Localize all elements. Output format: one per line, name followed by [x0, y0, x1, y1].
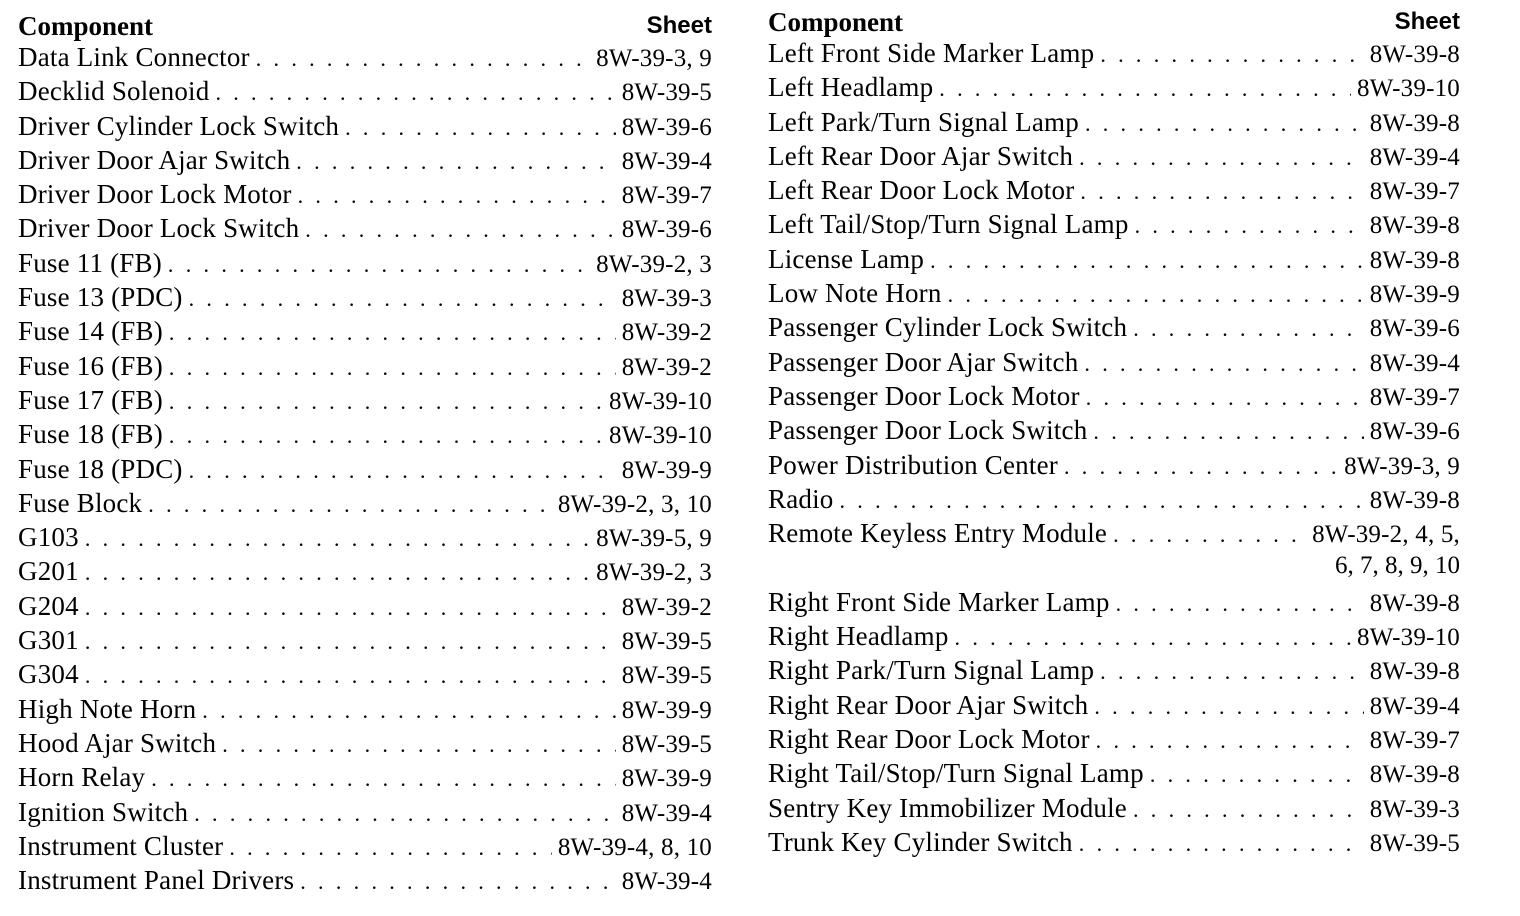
component-name: Right Rear Door Lock Motor	[768, 723, 1090, 754]
sheet-reference: 8W-39-8	[1369, 212, 1460, 240]
component-name: Left Rear Door Lock Motor	[768, 175, 1075, 206]
component-name: Passenger Cylinder Lock Switch	[768, 312, 1128, 343]
right-column	[768, 4, 1460, 861]
component-name: Driver Door Lock Motor	[18, 179, 292, 210]
component-name: Fuse 16 (FB)	[18, 350, 163, 381]
dot-leader	[168, 252, 590, 278]
component-name: Right Headlamp	[768, 621, 949, 652]
sheet-reference: 8W-39-7	[1369, 383, 1460, 411]
component-name: Passenger Door Lock Motor	[768, 380, 1080, 411]
index-row	[768, 312, 1460, 346]
sheet-reference: 8W-39-6	[1369, 315, 1460, 343]
dot-leader	[85, 629, 616, 655]
index-row	[768, 484, 1460, 518]
index-row	[768, 758, 1460, 792]
sheet-reference: 8W-39-10	[1357, 75, 1460, 103]
dot-leader	[1133, 316, 1364, 342]
component-name: Driver Cylinder Lock Switch	[18, 110, 340, 141]
dot-leader	[202, 698, 615, 724]
dot-leader	[229, 835, 552, 861]
sheet-reference: 8W-39-8	[1369, 109, 1460, 137]
index-row	[768, 107, 1460, 141]
index-row	[18, 694, 712, 728]
dot-leader	[1079, 145, 1364, 171]
sheet-reference: 8W-39-9	[621, 456, 712, 484]
dot-leader	[222, 732, 616, 758]
index-row	[18, 213, 712, 247]
component-name: Right Park/Turn Signal Lamp	[768, 655, 1095, 686]
index-row	[768, 209, 1460, 243]
sheet-reference: 8W-39-6	[1369, 418, 1460, 446]
component-name: Fuse 18 (FB)	[18, 419, 163, 450]
sheet-reference: 8W-39-7	[1369, 726, 1460, 754]
dot-leader	[1084, 351, 1363, 377]
sheet-reference: 8W-39-4	[621, 147, 712, 175]
index-row	[18, 522, 712, 556]
sheet-reference: 8W-39-9	[621, 696, 712, 724]
component-name: Horn Relay	[18, 762, 146, 793]
dot-leader	[85, 526, 590, 552]
dot-leader	[1080, 179, 1363, 205]
dot-leader	[256, 46, 590, 72]
column-header	[768, 4, 1460, 38]
index-row	[18, 42, 712, 76]
dot-leader	[1079, 831, 1364, 857]
component-name: Low Note Horn	[768, 278, 942, 309]
sheet-reference: 8W-39-2, 3	[596, 250, 712, 278]
sheet-reference: 8W-39-2	[621, 593, 712, 621]
sheet-reference: 8W-39-4	[1369, 692, 1460, 720]
sheet-reference: 8W-39-4	[621, 799, 712, 827]
component-name: Fuse 13 (PDC)	[18, 282, 183, 313]
component-name: Data Link Connector	[18, 42, 250, 72]
index-row	[18, 76, 712, 110]
index-row	[18, 385, 712, 419]
sheet-reference: 8W-39-3	[1369, 795, 1460, 823]
index-row	[768, 381, 1460, 415]
sheet-reference: 8W-39-3, 9	[1344, 452, 1460, 480]
index-row	[768, 724, 1460, 758]
dot-leader	[840, 488, 1364, 514]
right-rows	[768, 38, 1460, 861]
dot-leader	[345, 115, 616, 141]
sheet-reference: 8W-39-3, 9	[596, 45, 712, 72]
sheet-reference: 8W-39-8	[1369, 41, 1460, 68]
dot-leader	[1085, 111, 1364, 137]
index-row	[768, 690, 1460, 724]
component-name: High Note Horn	[18, 693, 197, 724]
dot-leader	[305, 217, 615, 243]
component-name: Decklid Solenoid	[18, 76, 210, 107]
index-row	[18, 111, 712, 145]
component-name: Right Tail/Stop/Turn Signal Lamp	[768, 758, 1144, 789]
dot-leader	[169, 423, 603, 449]
sheet-reference: 8W-39-4, 8, 10	[557, 833, 712, 861]
index-row	[18, 728, 712, 762]
component-name: Fuse Block	[18, 487, 143, 518]
sheet-reference: 8W-39-10	[609, 387, 712, 415]
component-header: Component	[18, 11, 154, 41]
index-row	[18, 454, 712, 488]
index-row	[18, 762, 712, 796]
dot-leader	[1100, 42, 1363, 68]
index-row	[768, 793, 1460, 827]
sheet-reference-continued: 6, 7, 8, 9, 10	[1335, 552, 1460, 580]
index-row	[768, 827, 1460, 861]
component-name: Sentry Key Immobilizer Module	[768, 792, 1127, 823]
component-name: Driver Door Ajar Switch	[18, 144, 291, 175]
sheet-header: Sheet	[646, 12, 712, 39]
dot-leader	[194, 801, 615, 827]
component-name: Remote Keyless Entry Module	[768, 518, 1108, 549]
sheet-reference: 8W-39-2, 4, 5,	[1312, 521, 1460, 549]
sheet-reference: 8W-39-7	[1369, 178, 1460, 206]
component-name: Driver Door Lock Switch	[18, 213, 300, 244]
sheet-reference: 8W-39-4	[1369, 143, 1460, 171]
component-name: Fuse 14 (FB)	[18, 316, 163, 347]
dot-leader	[1064, 454, 1338, 480]
component-name: Left Headlamp	[768, 72, 934, 103]
dot-leader	[1093, 419, 1363, 445]
column-header	[18, 8, 712, 42]
component-name: Fuse 17 (FB)	[18, 384, 163, 415]
dot-leader	[85, 595, 616, 621]
dot-leader	[151, 766, 616, 792]
index-row	[768, 38, 1460, 72]
component-name: G201	[18, 556, 79, 587]
component-name: License Lamp	[768, 243, 925, 274]
index-row	[18, 659, 712, 693]
index-row	[18, 316, 712, 350]
component-name: Hood Ajar Switch	[18, 727, 217, 758]
sheet-reference: 8W-39-8	[1369, 761, 1460, 789]
dot-leader	[955, 625, 1352, 651]
dot-leader	[215, 80, 615, 106]
component-name: Fuse 11 (FB)	[18, 247, 162, 278]
index-row	[768, 518, 1460, 552]
sheet-reference: 8W-39-6	[621, 113, 712, 141]
component-name: Passenger Door Lock Switch	[768, 415, 1088, 446]
component-name: Passenger Door Ajar Switch	[768, 346, 1079, 377]
component-name: Instrument Panel Drivers	[18, 865, 295, 896]
component-header: Component	[768, 7, 904, 37]
sheet-reference: 8W-39-6	[621, 216, 712, 244]
dot-leader	[169, 389, 603, 415]
dot-leader	[296, 149, 615, 175]
dot-leader	[85, 663, 616, 689]
index-row	[768, 72, 1460, 106]
component-name: G304	[18, 659, 79, 690]
component-name: Fuse 18 (PDC)	[18, 453, 183, 484]
index-row	[768, 587, 1460, 621]
component-name: Left Tail/Stop/Turn Signal Lamp	[768, 209, 1129, 240]
sheet-reference: 8W-39-2	[621, 319, 712, 347]
index-row	[18, 145, 712, 179]
component-name: G103	[18, 522, 79, 553]
index-row	[768, 278, 1460, 312]
dot-leader	[1086, 385, 1364, 411]
sheet-reference: 8W-39-4	[1369, 349, 1460, 377]
sheet-reference: 8W-39-9	[621, 765, 712, 793]
sheet-reference: 8W-39-2, 3	[596, 559, 712, 587]
sheet-reference: 8W-39-2, 3, 10	[557, 490, 712, 518]
dot-leader	[1113, 522, 1306, 548]
index-row	[18, 419, 712, 453]
component-name: G204	[18, 590, 79, 621]
sheet-reference: 8W-39-5	[1369, 829, 1460, 857]
dot-leader	[1135, 213, 1364, 239]
dot-leader	[85, 560, 590, 586]
index-row	[768, 621, 1460, 655]
index-row	[768, 450, 1460, 484]
dot-leader	[189, 286, 616, 312]
sheet-reference: 8W-39-10	[609, 422, 712, 450]
dot-leader	[930, 248, 1364, 274]
index-row	[18, 865, 712, 899]
dot-leader	[1100, 659, 1364, 685]
dot-leader	[169, 355, 616, 381]
dot-leader	[1094, 694, 1363, 720]
component-name: Trunk Key Cylinder Switch	[768, 826, 1073, 857]
sheet-reference: 8W-39-8	[1369, 486, 1460, 514]
left-rows	[18, 42, 712, 899]
sheet-reference: 8W-39-5, 9	[596, 525, 712, 553]
component-name: Instrument Cluster	[18, 830, 224, 861]
dot-leader	[148, 492, 552, 518]
index-row	[18, 282, 712, 316]
left-column	[18, 8, 712, 899]
dot-leader	[1096, 728, 1364, 754]
index-row	[768, 244, 1460, 278]
sheet-reference: 8W-39-5	[621, 730, 712, 758]
index-row	[18, 488, 712, 522]
dot-leader	[189, 458, 616, 484]
dot-leader	[300, 869, 615, 895]
index-row	[18, 556, 712, 590]
dot-leader	[298, 183, 616, 209]
dot-leader	[939, 76, 1351, 102]
component-name: Left Park/Turn Signal Lamp	[768, 106, 1079, 137]
sheet-reference: 8W-39-9	[1369, 281, 1460, 309]
sheet-reference: 8W-39-7	[621, 182, 712, 210]
component-name: Right Rear Door Ajar Switch	[768, 689, 1089, 720]
dot-leader	[1116, 591, 1364, 617]
sheet-header: Sheet	[1394, 8, 1460, 35]
dot-leader	[169, 320, 616, 346]
component-name: Left Front Side Marker Lamp	[768, 38, 1095, 68]
sheet-reference: 8W-39-4	[621, 868, 712, 896]
dot-leader	[1150, 762, 1364, 788]
component-name: Left Rear Door Ajar Switch	[768, 140, 1074, 171]
component-name: Power Distribution Center	[768, 449, 1058, 480]
sheet-reference: 8W-39-5	[621, 628, 712, 656]
index-row	[18, 625, 712, 659]
index-row	[18, 591, 712, 625]
sheet-reference: 8W-39-10	[1357, 624, 1460, 652]
index-row	[768, 347, 1460, 381]
index-row	[18, 179, 712, 213]
component-name: Ignition Switch	[18, 796, 189, 827]
sheet-reference: 8W-39-3	[621, 285, 712, 313]
component-name: Right Front Side Marker Lamp	[768, 586, 1110, 617]
sheet-reference: 8W-39-5	[621, 662, 712, 690]
component-name: Radio	[768, 483, 834, 514]
index-row	[18, 831, 712, 865]
index-row	[768, 655, 1460, 689]
sheet-reference: 8W-39-8	[1369, 658, 1460, 686]
sheet-reference: 8W-39-5	[621, 79, 712, 107]
index-row	[18, 797, 712, 831]
sheet-reference: 8W-39-2	[621, 353, 712, 381]
index-row	[768, 175, 1460, 209]
component-name: G301	[18, 625, 79, 656]
sheet-reference: 8W-39-8	[1369, 589, 1460, 617]
index-row	[18, 351, 712, 385]
dot-leader	[1133, 797, 1364, 823]
index-row	[768, 141, 1460, 175]
index-row	[768, 415, 1460, 449]
dot-leader	[948, 282, 1364, 308]
sheet-reference: 8W-39-8	[1369, 246, 1460, 274]
index-row	[18, 248, 712, 282]
